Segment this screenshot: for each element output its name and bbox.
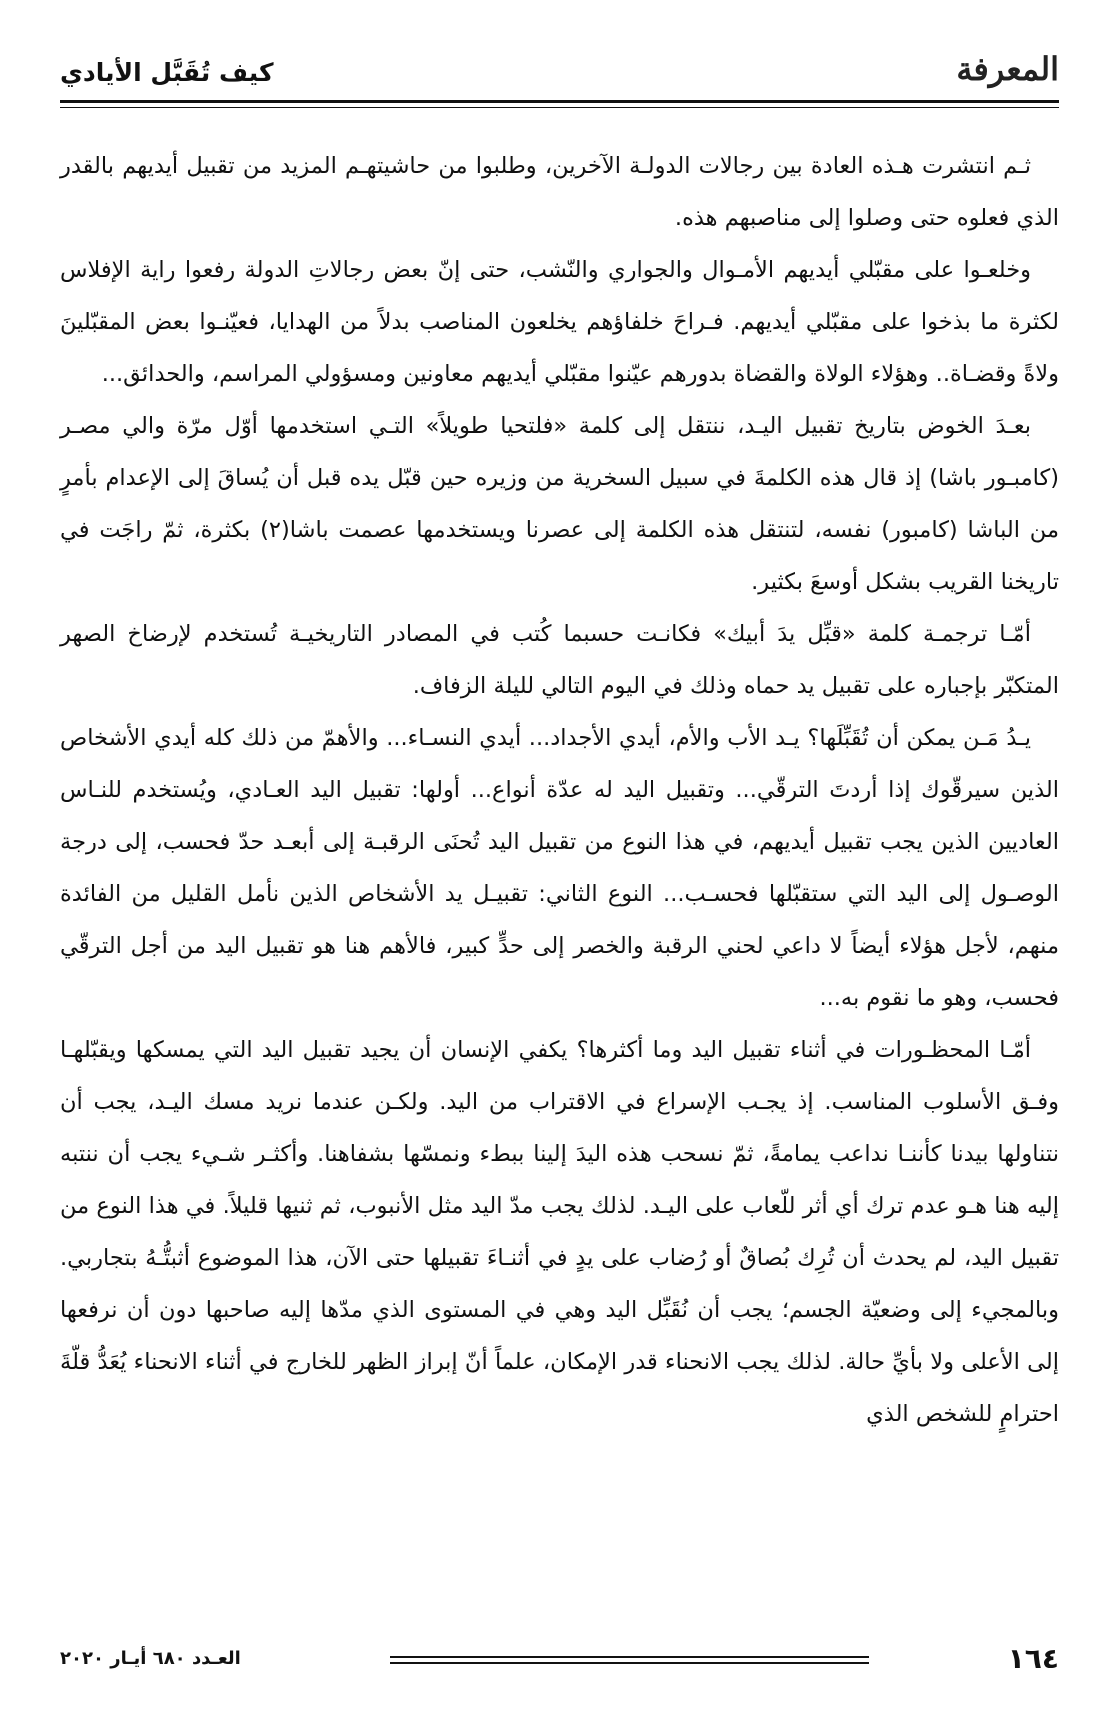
- article-body: [60, 140, 1059, 1440]
- magazine-logo: المعرفة: [956, 50, 1059, 88]
- paragraph: وخلعـوا على مقبّلي أيديهم الأمـوال والجواري والنّشب، حتى إنّ بعض رجالاتِ الدولة رفعوا راية الإفلاس لكثرة ما بذخوا على مقبّلي أيديهم. فـراحَ خلفاؤهم يخلعون المناصب بدلاً من الهدايا، فعيّنـوا بعض المقبّلينَ ولاةً وقضـاة.. وهؤلاء الولاة والقضاة بدورهم عيّنوا مقبّلي أيديهم معاونين ومسؤولي المراسم، والحدائق...: [60, 257, 1059, 387]
- page-number: ١٦٤: [1007, 1642, 1059, 1675]
- footer-rule: [390, 1662, 869, 1664]
- paragraph: أمّـا المحظـورات في أثناء تقبيل اليد وما أكثرها؟ يكفي الإنسان أن يجيد تقبيل اليد التي يمسكها ويقبّلهـا وفـق الأسلوب المناسب. إذ يجـب الإسراع في الاقتراب من اليد. ولكـن عندما نريد مسك اليـد، يجب أن نتناولها بيدنا كأننـا نداعب يمامةً، ثمّ نسحب هذه اليدَ إلينا ببطء ونمسّها بشفاهنا. وأكثـر شـيء يجب أن ننتبه إليه هنا هـو عدم ترك أي أثر للّعاب على اليـد. لذلك يجب مدّ اليد مثل الأنبوب، ثم ثنيها قليلاً. في هذا النوع من تقبيل اليد، لم يحدث أن تُرِك بُصاقٌ أو رُضاب على يدٍ في أثنـاءَ تقبيلها حتى الآن، هذا الموضوع أثبتُّـهُ بتجاربي. وبالمجيء إلى وضعيّة الجسم؛ يجب أن نُقَبِّل اليد وهي في المستوى الذي مدّها إليه صاحبها دون أن نرفعها إلى الأعلى ولا بأيِّ حالة. لذلك يجب الانحناء قدر الإمكان، علماً أنّ إبراز الظهر للخارج في أثناء الانحناء يُعَدُّ قلّةَ احترامٍ للشخص الذي: [60, 1037, 1059, 1427]
- header-rule-thick: [60, 100, 1059, 103]
- issue-info: العـدد ٦٨٠ أيـار ٢٠٢٠: [60, 1648, 241, 1669]
- paragraph: أمّـا ترجمـة كلمة «قبِّل يدَ أبيك» فكانـت حسبما كُتب في المصادر التاريخيـة تُستخدم لإرضاخ الصهر المتكبّر بإجباره على تقبيل يد حماه وذلك في اليوم التالي لليلة الزفاف.: [60, 621, 1059, 699]
- footer-rule: [390, 1656, 869, 1658]
- paragraph: ثـم انتشرت هـذه العادة بين رجالات الدولـة الآخرين، وطلبوا من حاشيتهـم المزيد من تقبيل أيديهم بالقدر الذي فعلوه حتى وصلوا إلى مناصبهم هذه.: [60, 153, 1059, 231]
- page-footer: [60, 1642, 1059, 1682]
- paragraph: يـدُ مَـن يمكن أن تُقَبِّلَها؟ يـد الأب والأم، أيدي الأجداد... أيدي النسـاء... والأهمّ من ذلك كله أيدي الأشخاص الذين سيرقّوك إذا أردتَ الترقّي... وتقبيل اليد له عدّة أنواع... أولها: تقبيل اليد العـادي، ويُستخدم للنـاس العاديين الذين يجب تقبيل أيديهم، في هذا النوع من تقبيل اليد تُحنَى الرقبـة إلى أبعـد حدّ فحسب، إلى درجة الوصـول إلى اليد التي ستقبّلها فحسـب... النوع الثاني: تقبيـل يد الأشخاص الذين نأمل القليل من الفائدة منهم، لأجل هؤلاء أيضاً لا داعي لحني الرقبة والخصر إلى حدٍّ كبير، فالأهم هنا هو تقبيل اليد من أجل الترقّي فحسب، وهو ما نقوم به...: [60, 725, 1059, 1011]
- paragraph: بعـدَ الخوض بتاريخ تقبيل اليـد، ننتقل إلى كلمة «فلتحيا طويلاً» التـي استخدمها أوّل مرّة والي مصـر (كامبـور باشا) إذ قال هذه الكلمةَ في سبيل السخرية من وزيره حين قبّل يده قبل أن يُساقَ إلى الإعدام بأمرٍ من الباشا (كامبور) نفسه، لتنتقل هذه الكلمة إلى عصرنا ويستخدمها عصمت باشا(٢) بكثرة، ثمّ راجَت في تاريخنا القريب بشكل أوسعَ بكثير.: [60, 413, 1059, 595]
- header-rule-thin: [60, 107, 1059, 108]
- running-title: كيف تُقَبَّل الأيادي: [60, 58, 274, 87]
